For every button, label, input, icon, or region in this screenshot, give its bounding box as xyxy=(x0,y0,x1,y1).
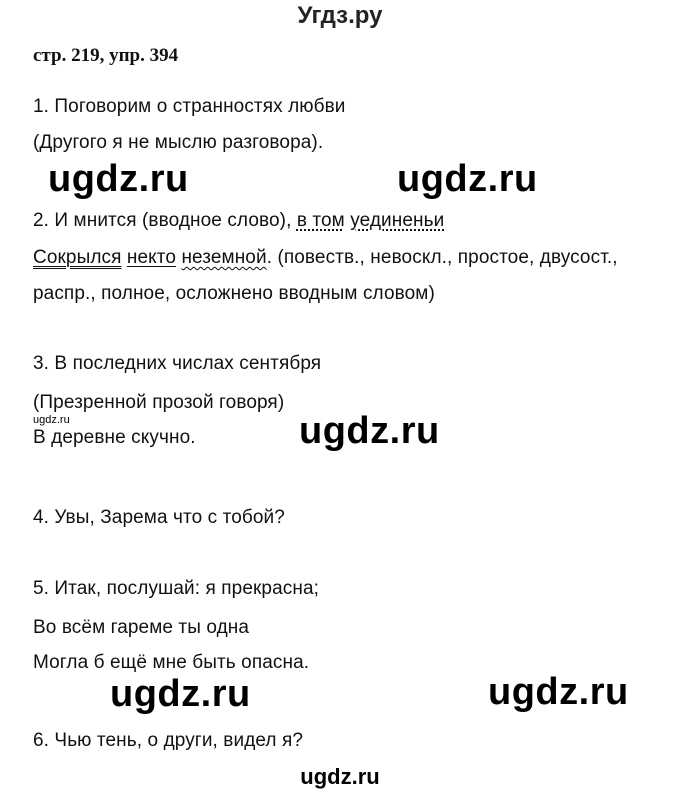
watermark: ugdz.ru xyxy=(299,410,440,452)
subject-word: некто xyxy=(126,247,177,268)
text-line-2: (Другого я не мыслю разговора). xyxy=(33,132,324,153)
site-title: Угдз.ру xyxy=(297,2,383,29)
watermark-small: ugdz.ru xyxy=(33,414,70,426)
text-line-12: Могла б ещё мне быть опасна. xyxy=(33,652,310,673)
text-line-5: распр., полное, осложнено вводным словом) xyxy=(33,283,435,304)
watermark-bottom: ugdz.ru xyxy=(300,764,380,789)
adverbial-phrase-part-1: в том xyxy=(296,210,345,231)
adverbial-phrase-part-2: уединеньи xyxy=(350,210,445,231)
line-3-intro: 2. И мнится (вводное слово), xyxy=(33,210,297,231)
text-line-8: В деревне скучно. xyxy=(33,427,196,448)
attribute-word: неземной xyxy=(181,247,267,268)
text-line-3 xyxy=(33,210,444,232)
watermark: ugdz.ru xyxy=(397,158,538,200)
predicate-word: Сокрылся xyxy=(33,247,122,268)
text-line-13: 6. Чью тень, о други, видел я? xyxy=(33,730,304,751)
text-line-1: 1. Поговорим о странностях любви xyxy=(33,96,346,117)
exercise-heading: стр. 219, упр. 394 xyxy=(33,45,179,66)
sentence-analysis: . (повеств., невоскл., простое, двусост., xyxy=(266,247,618,268)
text-line-9: 4. Увы, Зарема что с тобой? xyxy=(33,507,285,528)
text-line-4 xyxy=(33,247,618,269)
text-line-6: 3. В последних числах сентября xyxy=(33,353,322,374)
text-line-10: 5. Итак, послушай: я прекрасна; xyxy=(33,578,320,599)
text-line-7: (Презренной прозой говоря) xyxy=(33,392,285,413)
watermark: ugdz.ru xyxy=(48,158,189,200)
text-line-11: Во всём гареме ты одна xyxy=(33,617,250,638)
watermark: ugdz.ru xyxy=(110,673,251,715)
watermark: ugdz.ru xyxy=(488,671,629,713)
